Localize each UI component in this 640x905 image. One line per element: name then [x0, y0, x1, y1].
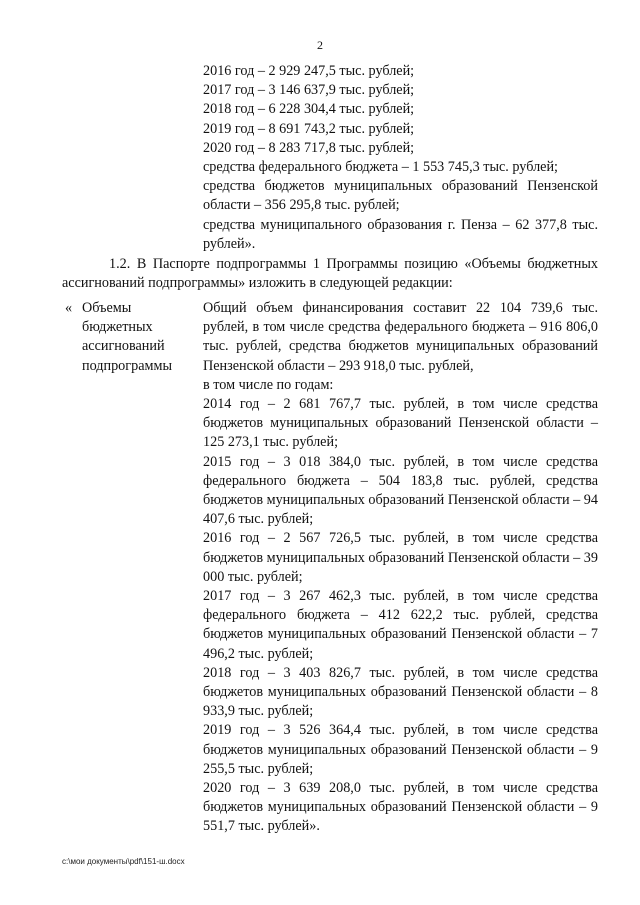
section-1-2-paragraph: 1.2. В Паспорте подпрограммы 1 Программы позицию «Объемы бюджетных ассигнований подпрограммы» изложить в следующей редакции:	[62, 256, 598, 292]
funding-2016-paragraph: 2016 год – 2 567 726,5 тыс. рублей, в том числе средства бюджетов муниципальных образований Пензенской области – 39 000 тыс. рублей;	[203, 530, 598, 585]
year-2018-line: 2018 год – 6 228 304,4 тыс. рублей;	[203, 101, 415, 118]
year-2020-line: 2020 год – 8 283 717,8 тыс. рублей;	[203, 139, 415, 156]
table-label: Объемы бюджетных ассигнований подпрограммы	[82, 300, 172, 374]
page-number: 2	[317, 38, 323, 52]
penza-municipal-line: средства муниципального образования г. Пенза – 62 377,8 тыс. рублей».	[203, 216, 598, 252]
year-2017-line: 2017 год – 3 146 637,9 тыс. рублей;	[203, 82, 415, 99]
opening-quote: «	[65, 300, 73, 316]
funding-continuation-block	[203, 62, 598, 254]
funding-2018-paragraph: 2018 год – 3 403 826,7 тыс. рублей, в том числе средства бюджетов муниципальных образований Пензенской области – 8 933,9 тыс. рублей;	[203, 664, 598, 720]
funding-2017-paragraph: 2017 год – 3 267 462,3 тыс. рублей, в том числе средства федерального бюджета – 412 622,2 тыс. рублей, средства бюджетов муниципальных образований Пензенской области – 7 496,2 тыс. рублей;	[203, 588, 598, 662]
total-funding-paragraph: Общий объем финансирования составит 22 104 739,6 тыс. рублей, в том числе средства федерального бюджета – 916 806,0 тыс. рублей, средства бюджетов муниципальных образований Пензенской области – 293 918,0 тыс. рублей,	[203, 300, 598, 374]
year-2016-line: 2016 год – 2 929 247,5 тыс. рублей;	[203, 63, 415, 79]
funding-2019-paragraph: 2019 год – 3 526 364,4 тыс. рублей, в том числе средства бюджетов муниципальных образований Пензенской области – 9 255,5 тыс. рублей;	[203, 722, 598, 777]
funding-2015-paragraph: 2015 год – 3 018 384,0 тыс. рублей, в том числе средства федерального бюджета – 504 183,8 тыс. рублей, средства бюджетов муниципальных образований Пензенской области – 94 407,6 тыс. рублей;	[203, 453, 598, 528]
table-value-cell	[203, 299, 598, 837]
funding-2014-paragraph: 2014 год – 2 681 767,7 тыс. рублей, в том числе средства бюджетов муниципальных образований Пензенской области – 125 273,1 тыс. рублей;	[203, 396, 598, 451]
year-2019-line: 2019 год – 8 691 743,2 тыс. рублей;	[203, 120, 415, 137]
by-years-paragraph: в том числе по годам:	[203, 376, 334, 393]
funding-2020-paragraph: 2020 год – 3 639 208,0 тыс. рублей, в том числе средства бюджетов муниципальных образований Пензенской области – 9 551,7 тыс. рублей».	[203, 780, 598, 835]
municipal-budgets-line: средства бюджетов муниципальных образований Пензенской области – 356 295,8 тыс. рублей;	[203, 178, 598, 214]
footer-file-path: c:\мои документы\pdf\151-ш.docx	[62, 857, 185, 866]
federal-budget-line: средства федерального бюджета – 1 553 745,3 тыс. рублей;	[203, 159, 558, 176]
